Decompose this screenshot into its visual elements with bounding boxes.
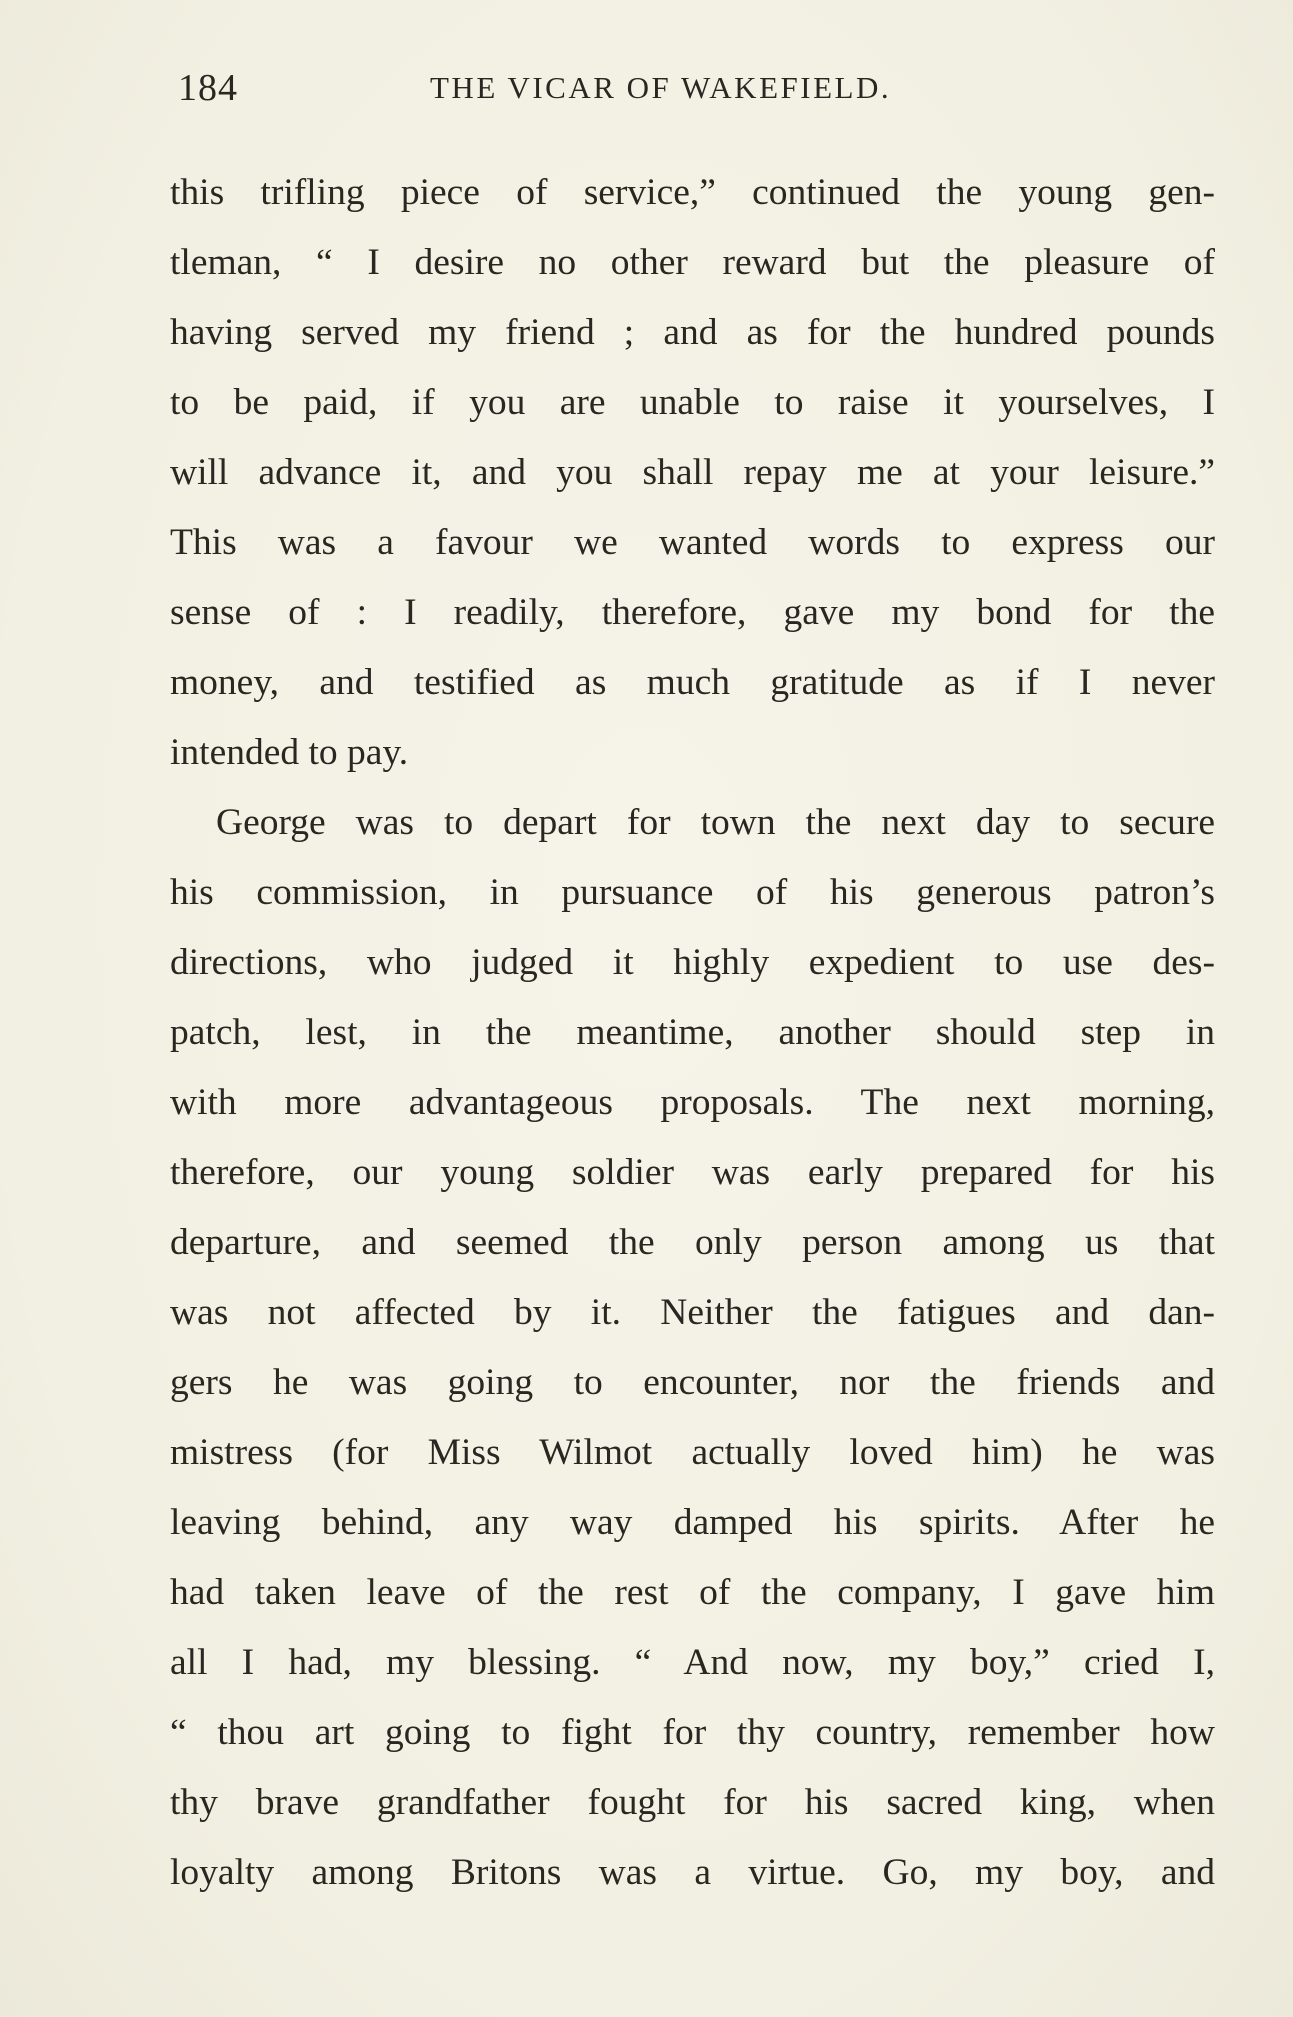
text-line: gers he was going to encounter, nor the friends and [170,1362,1215,1403]
text-line: had taken leave of the rest of the company, I gave him [170,1572,1215,1613]
book-title: THE VICAR OF WAKEFIELD. [430,70,892,105]
text-line: thy brave grandfather fought for his sacred king, when [170,1782,1215,1823]
text-line: tleman, “ I desire no other reward but the pleasure of [170,242,1215,283]
paragraph-first-line: George was to depart for town the next day to secure [216,802,1215,843]
text-line: patch, lest, in the meantime, another should step in [170,1012,1215,1053]
text-line: all I had, my blessing. “ And now, my boy,” cried I, [170,1642,1215,1683]
text-line: money, and testified as much gratitude as if I never [170,662,1215,703]
page-number: 184 [178,67,238,109]
text-line: sense of : I readily, therefore, gave my bond for the [170,592,1215,633]
text-line: was not affected by it. Neither the fatigues and dan- [170,1292,1215,1333]
text-line: This was a favour we wanted words to express our [170,522,1215,563]
text-line: “ thou art going to fight for thy country, remember how [170,1712,1215,1753]
text-line: his commission, in pursuance of his generous patron’s [170,872,1215,913]
text-line: will advance it, and you shall repay me at your leisure.” [170,452,1215,493]
text-line: with more advantageous proposals. The next morning, [170,1082,1215,1123]
text-line: departure, and seemed the only person among us that [170,1222,1215,1263]
text-line: having served my friend ; and as for the hundred pounds [170,312,1215,353]
text-line: this trifling piece of service,” continued the young gen- [170,172,1215,213]
text-line: therefore, our young soldier was early prepared for his [170,1152,1215,1193]
text-line: leaving behind, any way damped his spirits. After he [170,1502,1215,1543]
text-line: directions, who judged it highly expedient to use des- [170,942,1215,983]
text-line: to be paid, if you are unable to raise it yourselves, I [170,382,1215,423]
text-line: loyalty among Britons was a virtue. Go, my boy, and [170,1852,1215,1893]
running-head [172,66,1212,116]
paragraph-end-line: intended to pay. [170,732,409,773]
body-text [170,158,1215,1908]
text-line: mistress (for Miss Wilmot actually loved him) he was [170,1432,1215,1473]
